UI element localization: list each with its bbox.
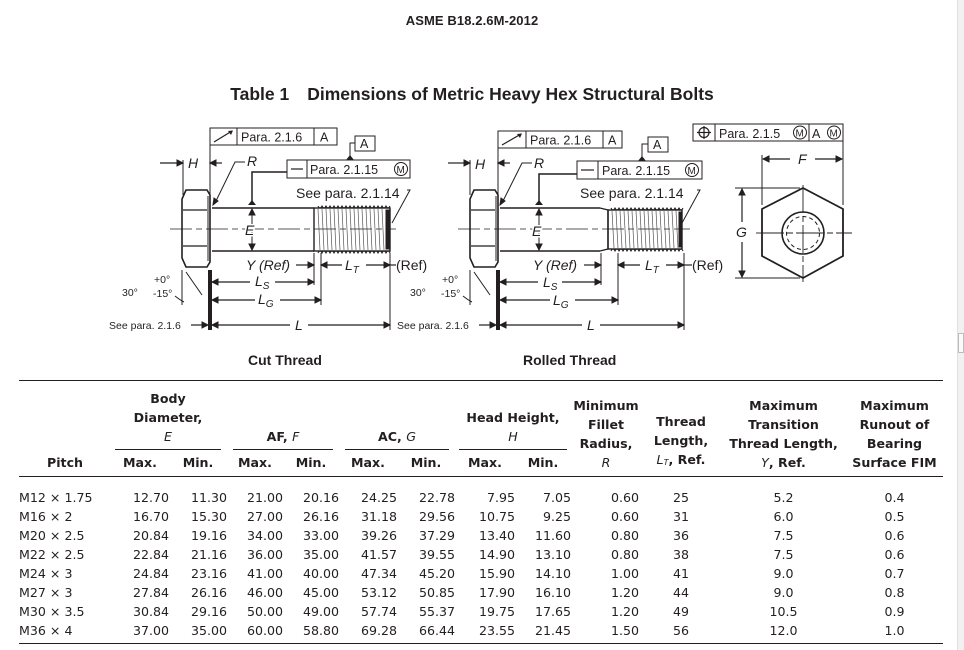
cell-f-min: 20.16 (302, 490, 339, 505)
cell-y: 10.5 (769, 604, 798, 619)
header-body-diameter: Body Diameter, E (111, 381, 227, 451)
cell-y: 7.5 (773, 528, 794, 543)
cell-g-min: 50.85 (418, 585, 455, 600)
svg-text:LT: $L_T$ (645, 257, 659, 276)
cell-f-max: 27.00 (246, 509, 283, 524)
circular-runout-icon (502, 134, 522, 146)
datum-a-box (346, 136, 375, 160)
svg-text:Y (Ref): Y (Ref) (246, 257, 291, 273)
svg-text:H: H (475, 156, 486, 172)
scrollbar-marker[interactable] (958, 333, 964, 353)
svg-text:Para. 2.1.15: Para. 2.1.15 (310, 163, 379, 177)
dimensions-table (19, 380, 943, 644)
cell-g-max: 39.26 (360, 528, 397, 543)
cell-h-min: 17.65 (534, 604, 571, 619)
cell-pitch: M30 × 3.5 (19, 604, 85, 619)
table-row (19, 526, 943, 545)
cell-g-min: 45.20 (418, 566, 455, 581)
cell-h-min: 16.10 (534, 585, 571, 600)
svg-text:A: A (653, 138, 662, 152)
cell-pitch: M27 × 3 (19, 585, 73, 600)
cell-h-max: 15.90 (478, 566, 515, 581)
svg-text:Para. 2.1.5: Para. 2.1.5 (719, 127, 781, 141)
svg-text:F: F (798, 151, 807, 167)
table-body (19, 477, 943, 644)
cut-thread-section (314, 206, 390, 253)
cell-e-max: 30.84 (132, 604, 169, 619)
svg-text:(Ref): (Ref) (692, 257, 724, 273)
cell-e-max: 24.84 (132, 566, 169, 581)
cell-y: 6.0 (773, 509, 794, 524)
cell-r-min: 0.60 (610, 509, 639, 524)
table-row (19, 621, 943, 644)
cell-r-min: 1.20 (610, 585, 639, 600)
svg-text:See para. 2.1.6: See para. 2.1.6 (397, 320, 469, 332)
table-row (19, 507, 943, 526)
header-fillet-radius: Minimum Fillet Radius, R (571, 381, 641, 477)
cell-e-min: 15.30 (190, 509, 227, 524)
header-thread-length: Thread Length, LT, Ref. (641, 381, 721, 477)
cell-h-min: 9.25 (542, 509, 571, 524)
header-pitch: Pitch (19, 381, 111, 477)
cell-fim: 0.8 (884, 585, 905, 600)
svg-text:A: A (320, 130, 329, 145)
svg-text:E: E (245, 222, 255, 238)
cell-f-max: 34.00 (246, 528, 283, 543)
cell-pitch: M20 × 2.5 (19, 528, 85, 543)
cell-r-min: 1.20 (610, 604, 639, 619)
cell-h-min: 11.60 (534, 528, 571, 543)
cell-h-min: 7.05 (542, 490, 571, 505)
cell-y: 7.5 (773, 547, 794, 562)
cell-h-max: 23.55 (455, 621, 515, 644)
cell-pitch: M16 × 2 (19, 509, 73, 524)
cell-f-min: 35.00 (302, 547, 339, 562)
cell-r-min: 0.80 (610, 547, 639, 562)
cell-g-min: 29.56 (418, 509, 455, 524)
cell-f-max: 60.00 (227, 621, 283, 644)
cell-g-min: 55.37 (418, 604, 455, 619)
cell-g-max: 41.57 (360, 547, 397, 562)
svg-text:L: L (587, 317, 595, 333)
cell-e-min: 26.16 (190, 585, 227, 600)
header-h-max: Max. (455, 450, 515, 477)
cell-f-min: 58.80 (283, 621, 339, 644)
header-f-max: Max. (227, 450, 283, 477)
cell-lt: 25 (672, 490, 690, 505)
cell-pitch: M36 × 4 (19, 621, 111, 644)
cell-lt: 36 (672, 528, 690, 543)
circular-runout-icon (214, 131, 233, 143)
rolled-thread-drawing (397, 131, 723, 333)
cell-lt: 41 (672, 566, 690, 581)
cell-fim: 0.5 (884, 509, 905, 524)
svg-text:LG: $L_G$ (553, 292, 569, 311)
header-runout-fim: Maximum Runout of Bearing Surface FIM (846, 381, 943, 477)
cell-g-min: 66.44 (397, 621, 455, 644)
svg-text:M: M (795, 128, 804, 140)
cell-f-min: 45.00 (302, 585, 339, 600)
cell-r-min: 1.00 (610, 566, 639, 581)
header-head-height: Head Height, H (455, 381, 571, 451)
cell-lt: 38 (672, 547, 690, 562)
cell-fim: 0.6 (884, 547, 905, 562)
cell-g-max: 31.18 (360, 509, 397, 524)
cell-fim: 0.4 (884, 490, 905, 505)
svg-text:-15°: -15° (441, 288, 461, 300)
cell-r-min: 0.80 (610, 528, 639, 543)
header-g-min: Min. (397, 450, 455, 477)
cell-pitch: M22 × 2.5 (19, 547, 85, 562)
cell-e-max: 22.84 (132, 547, 169, 562)
datum-a-box-rolled (638, 137, 668, 161)
cell-f-min: 49.00 (302, 604, 339, 619)
table-title (0, 84, 944, 105)
cell-lt: 44 (672, 585, 690, 600)
cell-y: 9.0 (773, 585, 794, 600)
cell-f-max: 21.00 (246, 490, 283, 505)
cell-f-max: 46.00 (246, 585, 283, 600)
svg-text:See para. 2.1.14: See para. 2.1.14 (580, 185, 684, 201)
cell-g-max: 24.25 (360, 490, 397, 505)
cell-e-max: 37.00 (111, 621, 169, 644)
svg-text:E: E (532, 223, 542, 239)
cell-h-min: 14.10 (534, 566, 571, 581)
svg-text:30°: 30° (122, 287, 138, 299)
svg-text:30°: 30° (410, 287, 426, 299)
cell-e-min: 21.16 (190, 547, 227, 562)
cell-h-min: 21.45 (515, 621, 571, 644)
document-header: ASME B18.2.6M-2012 (405, 13, 539, 28)
cell-e-max: 16.70 (132, 509, 169, 524)
cell-f-max: 36.00 (246, 547, 283, 562)
svg-text:LT: $L_T$ (345, 257, 359, 276)
svg-text:M: M (396, 165, 405, 176)
cell-lt: 31 (672, 509, 690, 524)
cell-fim: 0.7 (884, 566, 905, 581)
cell-y: 9.0 (773, 566, 794, 581)
caption-rolled-thread: Rolled Thread (523, 352, 617, 368)
cell-lt: 49 (672, 604, 690, 619)
svg-text:LG: $L_G$ (258, 291, 274, 310)
header-transition-thread-length: Maximum Transition Thread Length, Y, Ref. (721, 381, 846, 477)
bolt-figure (0, 120, 964, 380)
cell-f-min: 26.16 (302, 509, 339, 524)
cell-g-min: 39.55 (418, 547, 455, 562)
svg-text:Para. 2.1.6: Para. 2.1.6 (530, 133, 592, 148)
svg-text:Para. 2.1.6: Para. 2.1.6 (241, 130, 303, 145)
cell-f-min: 33.00 (302, 528, 339, 543)
header-f-min: Min. (283, 450, 339, 477)
table-row (19, 583, 943, 602)
cell-e-max: 27.84 (132, 585, 169, 600)
cell-r-min: 0.60 (610, 490, 639, 505)
header-e-max: Max. (111, 450, 169, 477)
cell-h-max: 7.95 (486, 490, 515, 505)
svg-text:A: A (360, 137, 369, 151)
svg-text:M: M (687, 166, 696, 177)
svg-text:LS: $L_S$ (543, 274, 558, 293)
header-g-max: Max. (339, 450, 397, 477)
cell-lt: 56 (641, 621, 721, 644)
cell-g-max: 57.74 (360, 604, 397, 619)
cell-e-max: 12.70 (132, 490, 169, 505)
cell-h-max: 17.90 (478, 585, 515, 600)
table-row (19, 545, 943, 564)
cell-f-max: 50.00 (246, 604, 283, 619)
cell-e-min: 35.00 (169, 621, 227, 644)
svg-text:H: H (188, 155, 199, 171)
cell-fim: 0.9 (884, 604, 905, 619)
svg-text:R: R (247, 153, 258, 169)
header-e-min: Min. (169, 450, 227, 477)
svg-text:-15°: -15° (153, 288, 173, 300)
table-row (19, 564, 943, 583)
svg-text:See para. 2.1.14: See para. 2.1.14 (296, 185, 400, 201)
cell-pitch: M12 × 1.75 (19, 490, 93, 505)
cut-thread-drawing (109, 128, 427, 333)
cell-e-min: 23.16 (190, 566, 227, 581)
cell-g-min: 22.78 (418, 490, 455, 505)
cell-e-min: 19.16 (190, 528, 227, 543)
cell-r-min: 1.50 (571, 621, 641, 644)
header-af: AF, F (227, 381, 339, 451)
svg-text:Para. 2.1.15: Para. 2.1.15 (602, 164, 671, 178)
cell-pitch: M24 × 3 (19, 566, 73, 581)
cell-e-min: 11.30 (190, 490, 227, 505)
table-title-text: Dimensions of Metric Heavy Hex Structural Bolts (307, 84, 714, 104)
svg-text:A: A (812, 127, 821, 141)
svg-text:LS: $L_S$ (255, 273, 270, 292)
svg-text:G: G (736, 224, 747, 240)
cell-f-max: 41.00 (246, 566, 283, 581)
cell-f-min: 40.00 (302, 566, 339, 581)
header-ac: AC, G (339, 381, 455, 451)
rolled-thread-section (608, 208, 683, 251)
cell-fim: 1.0 (846, 621, 943, 644)
cell-h-max: 19.75 (478, 604, 515, 619)
scrollbar-track[interactable] (957, 0, 964, 650)
svg-text:M: M (829, 128, 838, 140)
table-row (19, 602, 943, 621)
svg-text:L: L (295, 317, 303, 333)
cell-g-max: 53.12 (360, 585, 397, 600)
position-icon (697, 126, 711, 139)
header-h-min: Min. (515, 450, 571, 477)
svg-text:+0°: +0° (442, 274, 459, 286)
cell-h-max: 13.40 (478, 528, 515, 543)
cell-g-max: 47.34 (360, 566, 397, 581)
svg-text:R: R (534, 155, 545, 171)
svg-text:A: A (608, 133, 617, 148)
svg-text:Y (Ref): Y (Ref) (533, 257, 578, 273)
position-control-frame (693, 124, 843, 141)
table-number: Table 1 (230, 84, 290, 104)
svg-text:See para. 2.1.6: See para. 2.1.6 (109, 320, 181, 332)
cell-g-max: 69.28 (339, 621, 397, 644)
cell-h-max: 14.90 (478, 547, 515, 562)
svg-text:(Ref): (Ref) (396, 257, 428, 273)
cell-e-max: 20.84 (132, 528, 169, 543)
table-header-row-groups (19, 381, 943, 451)
table-row (19, 477, 943, 508)
cell-g-min: 37.29 (418, 528, 455, 543)
cell-h-max: 10.75 (478, 509, 515, 524)
cell-h-min: 13.10 (534, 547, 571, 562)
cell-fim: 0.6 (884, 528, 905, 543)
cell-y: 5.2 (773, 490, 794, 505)
svg-text:+0°: +0° (154, 274, 171, 286)
cell-e-min: 29.16 (190, 604, 227, 619)
caption-cut-thread: Cut Thread (248, 352, 322, 368)
cell-y: 12.0 (721, 621, 846, 644)
